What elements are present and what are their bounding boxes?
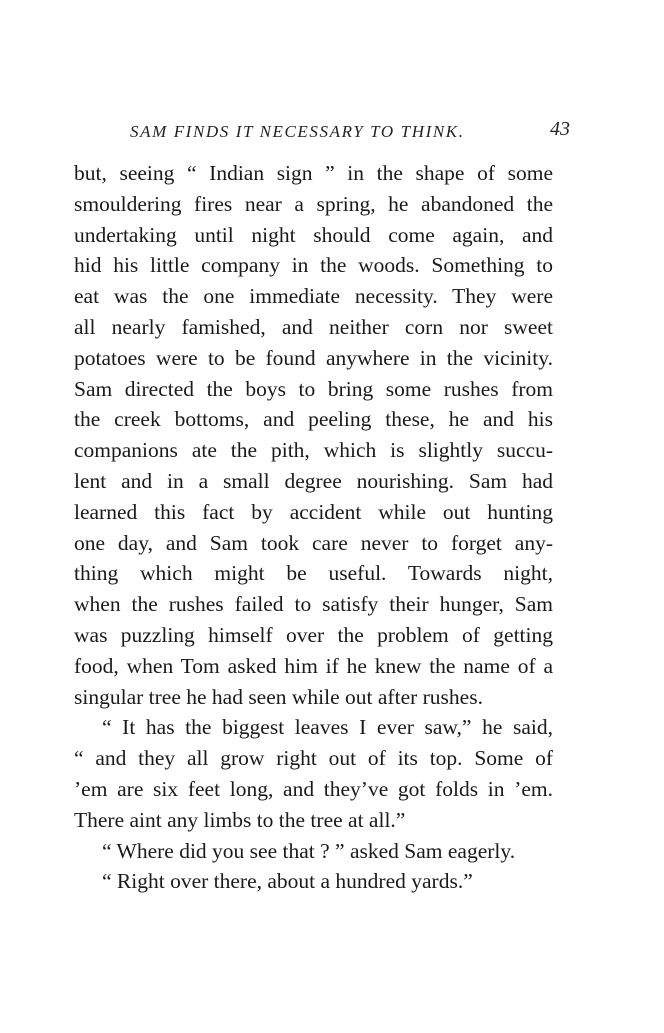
- text-line: hid his little company in the woods. Something to: [74, 253, 553, 278]
- text-line: potatoes were to be found anywhere in the vicinity.: [74, 345, 553, 370]
- text-line: food, when Tom asked him if he knew the name of a: [74, 653, 553, 678]
- text-line: the creek bottoms, and peeling these, he and his: [74, 407, 553, 432]
- running-title: SAM FINDS IT NECESSARY TO THINK.: [130, 122, 465, 141]
- text-line: smouldering fires near a spring, he abandoned the: [74, 191, 553, 216]
- text-line: thing which might be useful. Towards night,: [74, 561, 553, 586]
- text-line: ’em are six feet long, and they’ve got folds in ’em.: [74, 776, 553, 801]
- body-text: [74, 158, 553, 897]
- text-line: learned this fact by accident while out hunting: [74, 499, 553, 524]
- text-line: “ Where did you see that ? ” asked Sam eagerly.: [102, 838, 516, 863]
- text-line: when the rushes failed to satisfy their hunger, Sam: [74, 592, 553, 617]
- text-line: companions ate the pith, which is slightly succu-: [74, 438, 553, 463]
- text-line: was puzzling himself over the problem of getting: [74, 622, 553, 647]
- text-line: lent and in a small degree nourishing. Sam had: [74, 468, 553, 493]
- text-line: “ Right over there, about a hundred yards.”: [102, 869, 473, 894]
- text-line: undertaking until night should come again, and: [74, 222, 553, 247]
- text-line: one day, and Sam took care never to forget any-: [74, 530, 553, 555]
- text-line: all nearly famished, and neither corn nor sweet: [74, 314, 553, 339]
- text-line: singular tree he had seen while out after rushes.: [74, 684, 483, 709]
- text-line: “ It has the biggest leaves I ever saw,” he said,: [102, 715, 553, 740]
- running-head: [130, 118, 570, 148]
- text-line: but, seeing “ Indian sign ” in the shape of some: [74, 161, 553, 185]
- text-line: eat was the one immediate necessity. They were: [74, 284, 553, 309]
- text-line: There aint any limbs to the tree at all.”: [74, 807, 406, 832]
- text-line: “ and they all grow right out of its top. Some of: [74, 746, 553, 771]
- page-number: 43: [550, 118, 570, 140]
- text-line: Sam directed the boys to bring some rushes from: [74, 376, 553, 401]
